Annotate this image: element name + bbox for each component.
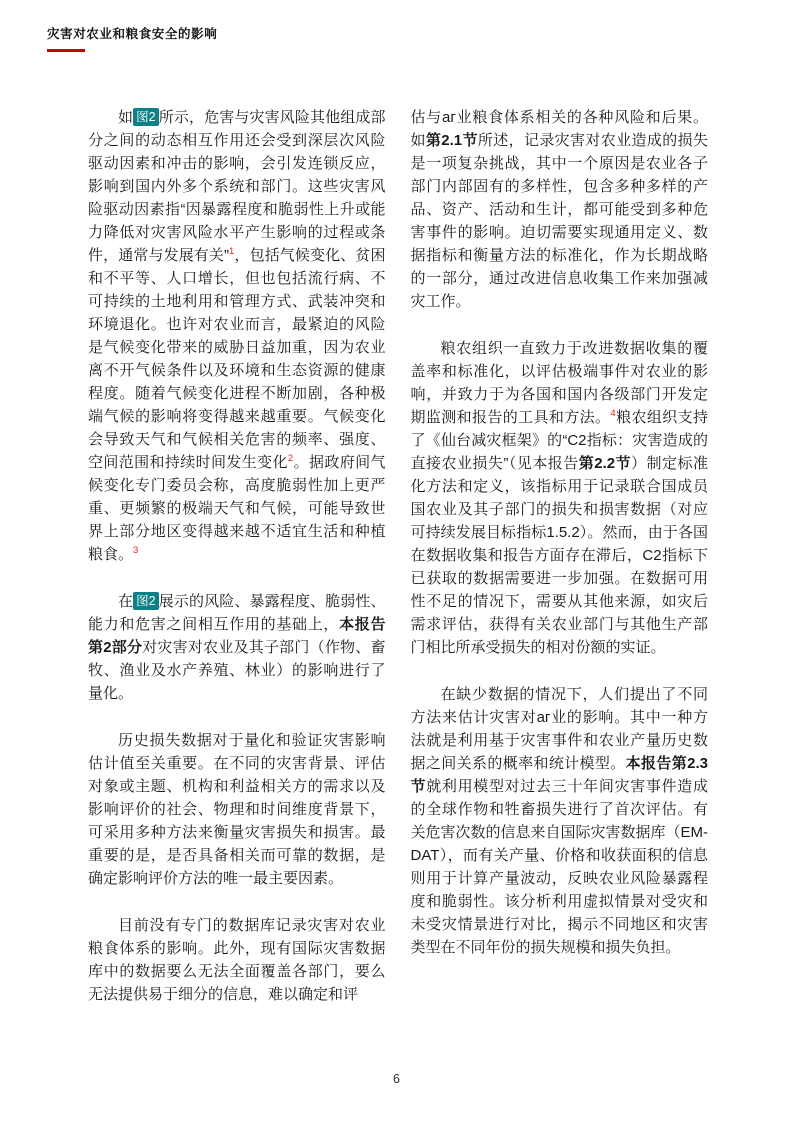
text-run: 在缺少数据的情况下，人们提出了不同方法来估计灾害对аг业的影响。其中一种方法就是利用基于灾害事件和农业产量历史数据之间关系的概率和统计模型。: [410, 686, 708, 772]
paragraph: [88, 106, 386, 566]
figure-reference-link[interactable]: 图2: [133, 592, 158, 610]
footnote-marker[interactable]: 1: [229, 246, 235, 257]
figure-reference-link[interactable]: 图2: [133, 108, 158, 126]
footnote-marker[interactable]: 2: [287, 453, 294, 464]
paragraph: [88, 729, 386, 890]
running-header: [47, 24, 217, 52]
running-header-title: 灾害对农业和粮食安全的影响: [47, 27, 218, 41]
section-reference-bold: 第2.2节: [578, 455, 632, 472]
text-run: ）制定标准化方法和定义，该指标用于记录联合国成员国农业及其子部门的损失和损害数据（对应可持续发展目标指标1.5.2）。然而，由于各国在数据收集和报告方面存在滞后，C2指标下已获取的数据需要进一步加强。在数据可用性不足的情况下，需要从其他来源，如灾后需求评估，获得有关农业部门与其他生产部门相比所承受损失的相对份额的实证。: [410, 455, 708, 656]
text-run: 在: [118, 593, 134, 610]
text-run: 所述，记录灾害对农业造成的损失是一项复杂挑战，其中一个原因是农业各子部门内部固有的多样性，包含多种多样的产品、资产、活动和生计，都可能受到多种危害事件的影响。迫切需要实现通用定义、数据指标和衡量方法的标准化，作为长期战略的一部分，通过改进信息收集工作来加强减灾工作。: [410, 132, 708, 310]
text-run: 估与аг业粮食体系相关的各种风险和后果。如: [410, 109, 708, 149]
paragraph: [88, 914, 386, 1006]
text-run: 粮农组织一直致力于改进数据收集的覆盖率和标准化，以评估极端事件对农业的影响，并致力于为各国和国内各级部门开发定期监测和报告的工具和方法。: [410, 340, 708, 426]
header-red-rule: [47, 49, 85, 52]
text-run: 目前没有专门的数据库记录灾害对农业粮食体系的影响。此外，现有国际灾害数据库中的数据要么无法全面覆盖各部门，要么无法提供易于细分的信息，难以确定和评: [88, 917, 386, 1003]
paragraph: [411, 106, 709, 313]
right-column: [411, 106, 709, 1006]
footnote-marker[interactable]: 4: [610, 408, 616, 419]
section-reference-bold: 本报告第2部分: [88, 616, 386, 656]
text-run: 。据政府间气候变化专门委员会称，高度脆弱性加上更严重、更频繁的极端天气和气候，可能导致世界上部分地区变得越来越不适宜生活和种植粮食。: [88, 454, 386, 563]
paragraph: [411, 337, 709, 659]
text-run: 所示，危害与灾害风险其他组成部分之间的动态相互作用还会受到深层次风险驱动因素和冲击的影响，会引发连锁反应，影响到国内外多个系统和部门。这些灾害风险驱动因素指“因暴露程度和脆弱性上升或能力降低对灾害风险水平产生影响的过程或条件，通常与发展有关”: [88, 109, 386, 264]
paragraph: [88, 590, 386, 705]
text-run: ，包括气候变化、贫困和不平等、人口增长，但也包括流行病、不可持续的土地利用和管理方式、武装冲突和环境退化。也许对农业而言，最紧迫的风险是气候变化带来的威胁日益加重，因为农业离不开气候条件以及环境和生态资源的健康程度。随着气候变化进程不断加剧，各种极端气候的影响将变得越来越重要。气候变化会导致天气和气候相关危害的频率、强度、空间范围和持续时间发生变化: [88, 247, 386, 471]
text-run: 对灾害对农业及其子部门（作物、畜牧、渔业及水产养殖、林业）的影响进行了量化。: [88, 639, 386, 702]
section-reference-bold: 第2.1节: [425, 132, 478, 149]
two-column-body: [88, 106, 708, 1006]
text-run: 如: [118, 109, 134, 126]
text-run: 粮农组织支持了《仙台减灾框架》的“C2指标：灾害造成的直接农业损失”（见本报告: [410, 409, 708, 472]
footnote-marker[interactable]: 3: [133, 545, 139, 556]
section-reference-bold: 本报告第2.3节: [410, 755, 708, 795]
paragraph: [411, 683, 709, 959]
left-column: [88, 106, 386, 1006]
text-run: 历史损失数据对于量化和验证灾害影响估计值至关重要。在不同的灾害背景、评估对象或主题、机构和利益相关方的需求以及影响评价的社会、物理和时间维度背景下，可采用多种方法来衡量灾害损失和损害。最重要的是，是否具备相关而可靠的数据，是确定影响评价方法的唯一最主要因素。: [88, 732, 386, 887]
text-run: 就利用模型对过去三十年间灾害事件造成的全球作物和牲畜损失进行了首次评估。有关危害次数的信息来自国际灾害数据库（EM-DAT），而有关产量、价格和收获面积的信息则用于计算产量波动，反映农业风险暴露程度和脆弱性。该分析利用虚拟情景对受灾和未受灾情景进行对比，揭示不同地区和灾害类型在不同年份的损失规模和损失负担。: [410, 778, 708, 956]
text-run: 展示的风险、暴露程度、脆弱性、能力和危害之间相互作用的基础上，: [88, 593, 386, 633]
page-number: 6: [393, 1072, 400, 1086]
